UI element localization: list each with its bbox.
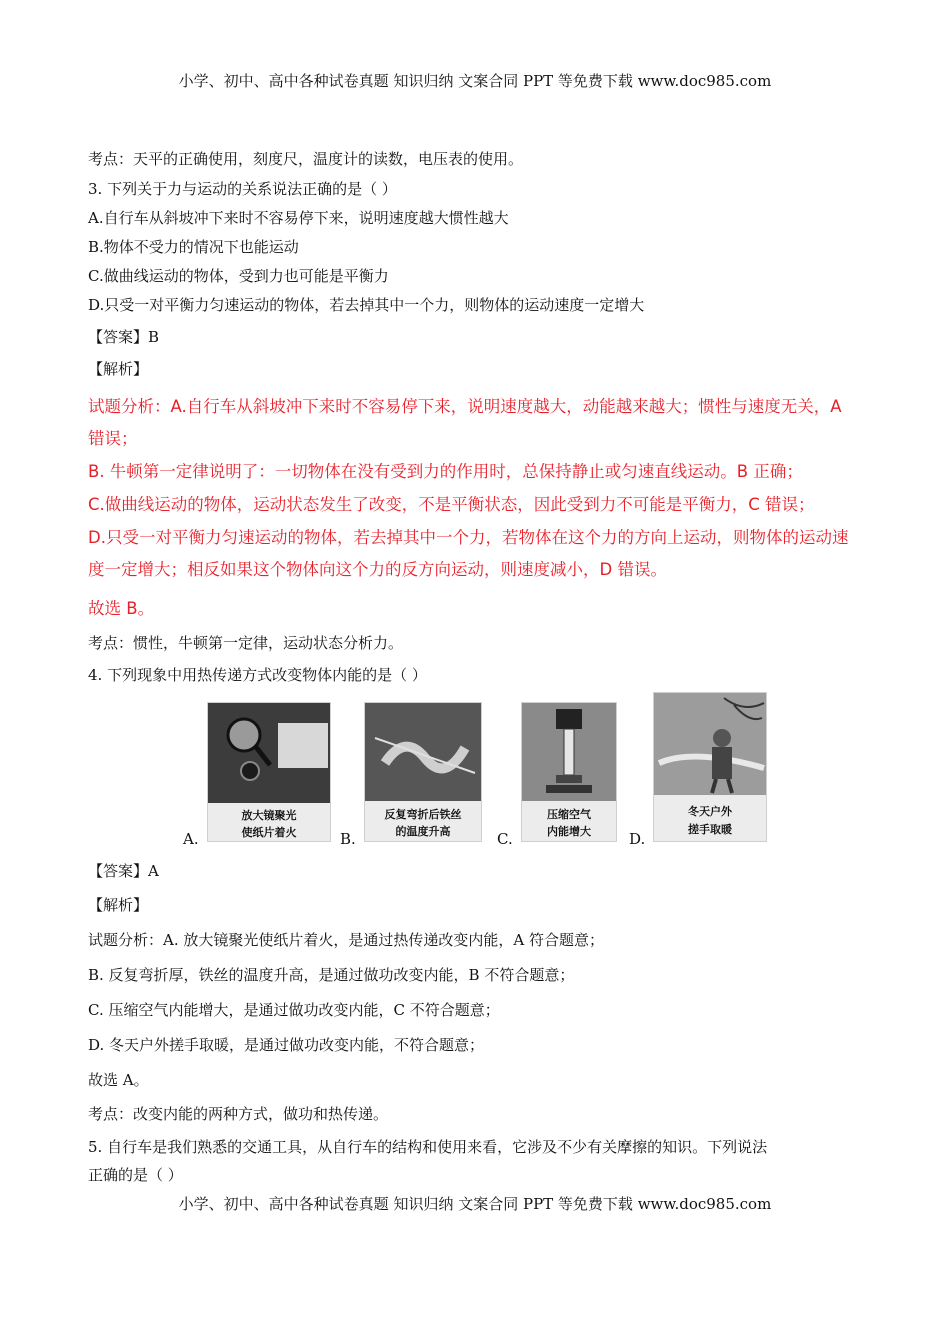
option-d-caption-1: 冬天户外 bbox=[688, 805, 732, 818]
option-b-caption-2: 的温度升高 bbox=[395, 825, 451, 838]
q4-analysis-line: D. 冬天户外搓手取暖，是通过做功改变内能，不符合题意； bbox=[88, 1036, 485, 1054]
q4-analysis-line: 试题分析：A. 放大镜聚光使纸片着火，是通过热传递改变内能，A 符合题意； bbox=[88, 931, 604, 949]
q3-option-d: D.只受一对平衡力匀速运动的物体，若去掉其中一个力，则物体的运动速度一定增大 bbox=[88, 296, 645, 314]
option-c-letter: C. bbox=[497, 830, 513, 848]
q3-answer: 【答案】B bbox=[88, 328, 160, 346]
q3-analysis-line: B. 牛顿第一定律说明了：一切物体在没有受到力的作用时，总保持静止或匀速直线运动。B 正确； bbox=[88, 462, 803, 481]
page-footer: 小学、初中、高中各种试卷真题 知识归纳 文案合同 PPT 等免费下载 www.doc985.com bbox=[178, 1195, 772, 1213]
q3-kaodian: 考点：惯性，牛顿第一定律，运动状态分析力。 bbox=[88, 634, 404, 652]
q3-option-b: B.物体不受力的情况下也能运动 bbox=[88, 238, 299, 256]
q5-stem-line-2: 正确的是（ ） bbox=[88, 1166, 183, 1184]
q4-analysis-line: B. 反复弯折厚，铁丝的温度升高，是通过做功改变内能，B 不符合题意； bbox=[88, 966, 575, 984]
q3-conclusion: 故选 B。 bbox=[88, 599, 155, 618]
q3-analysis-line: 试题分析：A.自行车从斜坡冲下来时不容易停下来，说明速度越大，动能越来越大；惯性与速度无关，A bbox=[88, 397, 842, 416]
option-c-caption-2: 内能增大 bbox=[547, 825, 591, 838]
option-a-caption-1: 放大镜聚光 bbox=[241, 809, 297, 822]
option-b-letter: B. bbox=[340, 830, 356, 848]
q4-answer: 【答案】A bbox=[88, 862, 159, 880]
option-b-caption-1: 反复弯折后铁丝 bbox=[384, 808, 462, 821]
option-a-letter: A. bbox=[183, 830, 199, 848]
option-a-picture bbox=[207, 702, 331, 842]
q3-analysis-line: D.只受一对平衡力匀速运动的物体，若去掉其中一个力，若物体在这个力的方向上运动，则物体的运动速 bbox=[88, 528, 849, 547]
q2-kaodian: 考点：天平的正确使用，刻度尺，温度计的读数，电压表的使用。 bbox=[88, 150, 524, 168]
q4-analysis-line: C. 压缩空气内能增大，是通过做功改变内能，C 不符合题意； bbox=[88, 1001, 500, 1019]
q3-option-a: A.自行车从斜坡冲下来时不容易停下来，说明速度越大惯性越大 bbox=[88, 209, 509, 227]
q4-kaodian: 考点：改变内能的两种方式，做功和热传递。 bbox=[88, 1105, 389, 1123]
q3-jiexi-heading: 【解析】 bbox=[88, 360, 149, 378]
option-c-picture bbox=[521, 702, 617, 842]
q3-stem: 3. 下列关于力与运动的关系说法正确的是（ ） bbox=[88, 180, 397, 198]
option-b-picture bbox=[364, 702, 482, 842]
option-d-picture bbox=[653, 692, 767, 842]
option-a-caption-2: 使纸片着火 bbox=[241, 826, 297, 839]
option-d-caption-2: 搓手取暖 bbox=[688, 823, 732, 836]
q3-analysis-line: 错误； bbox=[88, 429, 138, 448]
option-d-letter: D. bbox=[629, 830, 646, 848]
q3-analysis-line: C.做曲线运动的物体，运动状态发生了改变，不是平衡状态，因此受到力不可能是平衡力，C 错误； bbox=[88, 495, 815, 514]
q4-stem: 4. 下列现象中用热传递方式改变物体内能的是（ ） bbox=[88, 666, 427, 684]
q3-option-c: C.做曲线运动的物体，受到力也可能是平衡力 bbox=[88, 267, 389, 285]
page-header: 小学、初中、高中各种试卷真题 知识归纳 文案合同 PPT 等免费下载 www.doc985.com bbox=[178, 72, 772, 90]
q5-stem-line-1: 5. 自行车是我们熟悉的交通工具，从自行车的结构和使用来看，它涉及不少有关摩擦的知识。下列说法 bbox=[88, 1138, 768, 1156]
q4-jiexi-heading: 【解析】 bbox=[88, 896, 149, 914]
q4-conclusion: 故选 A。 bbox=[88, 1071, 149, 1089]
q3-analysis-line: 度一定增大；相反如果这个物体向这个力的反方向运动，则速度减小，D 错误。 bbox=[88, 560, 667, 579]
option-c-caption-1: 压缩空气 bbox=[547, 808, 591, 821]
